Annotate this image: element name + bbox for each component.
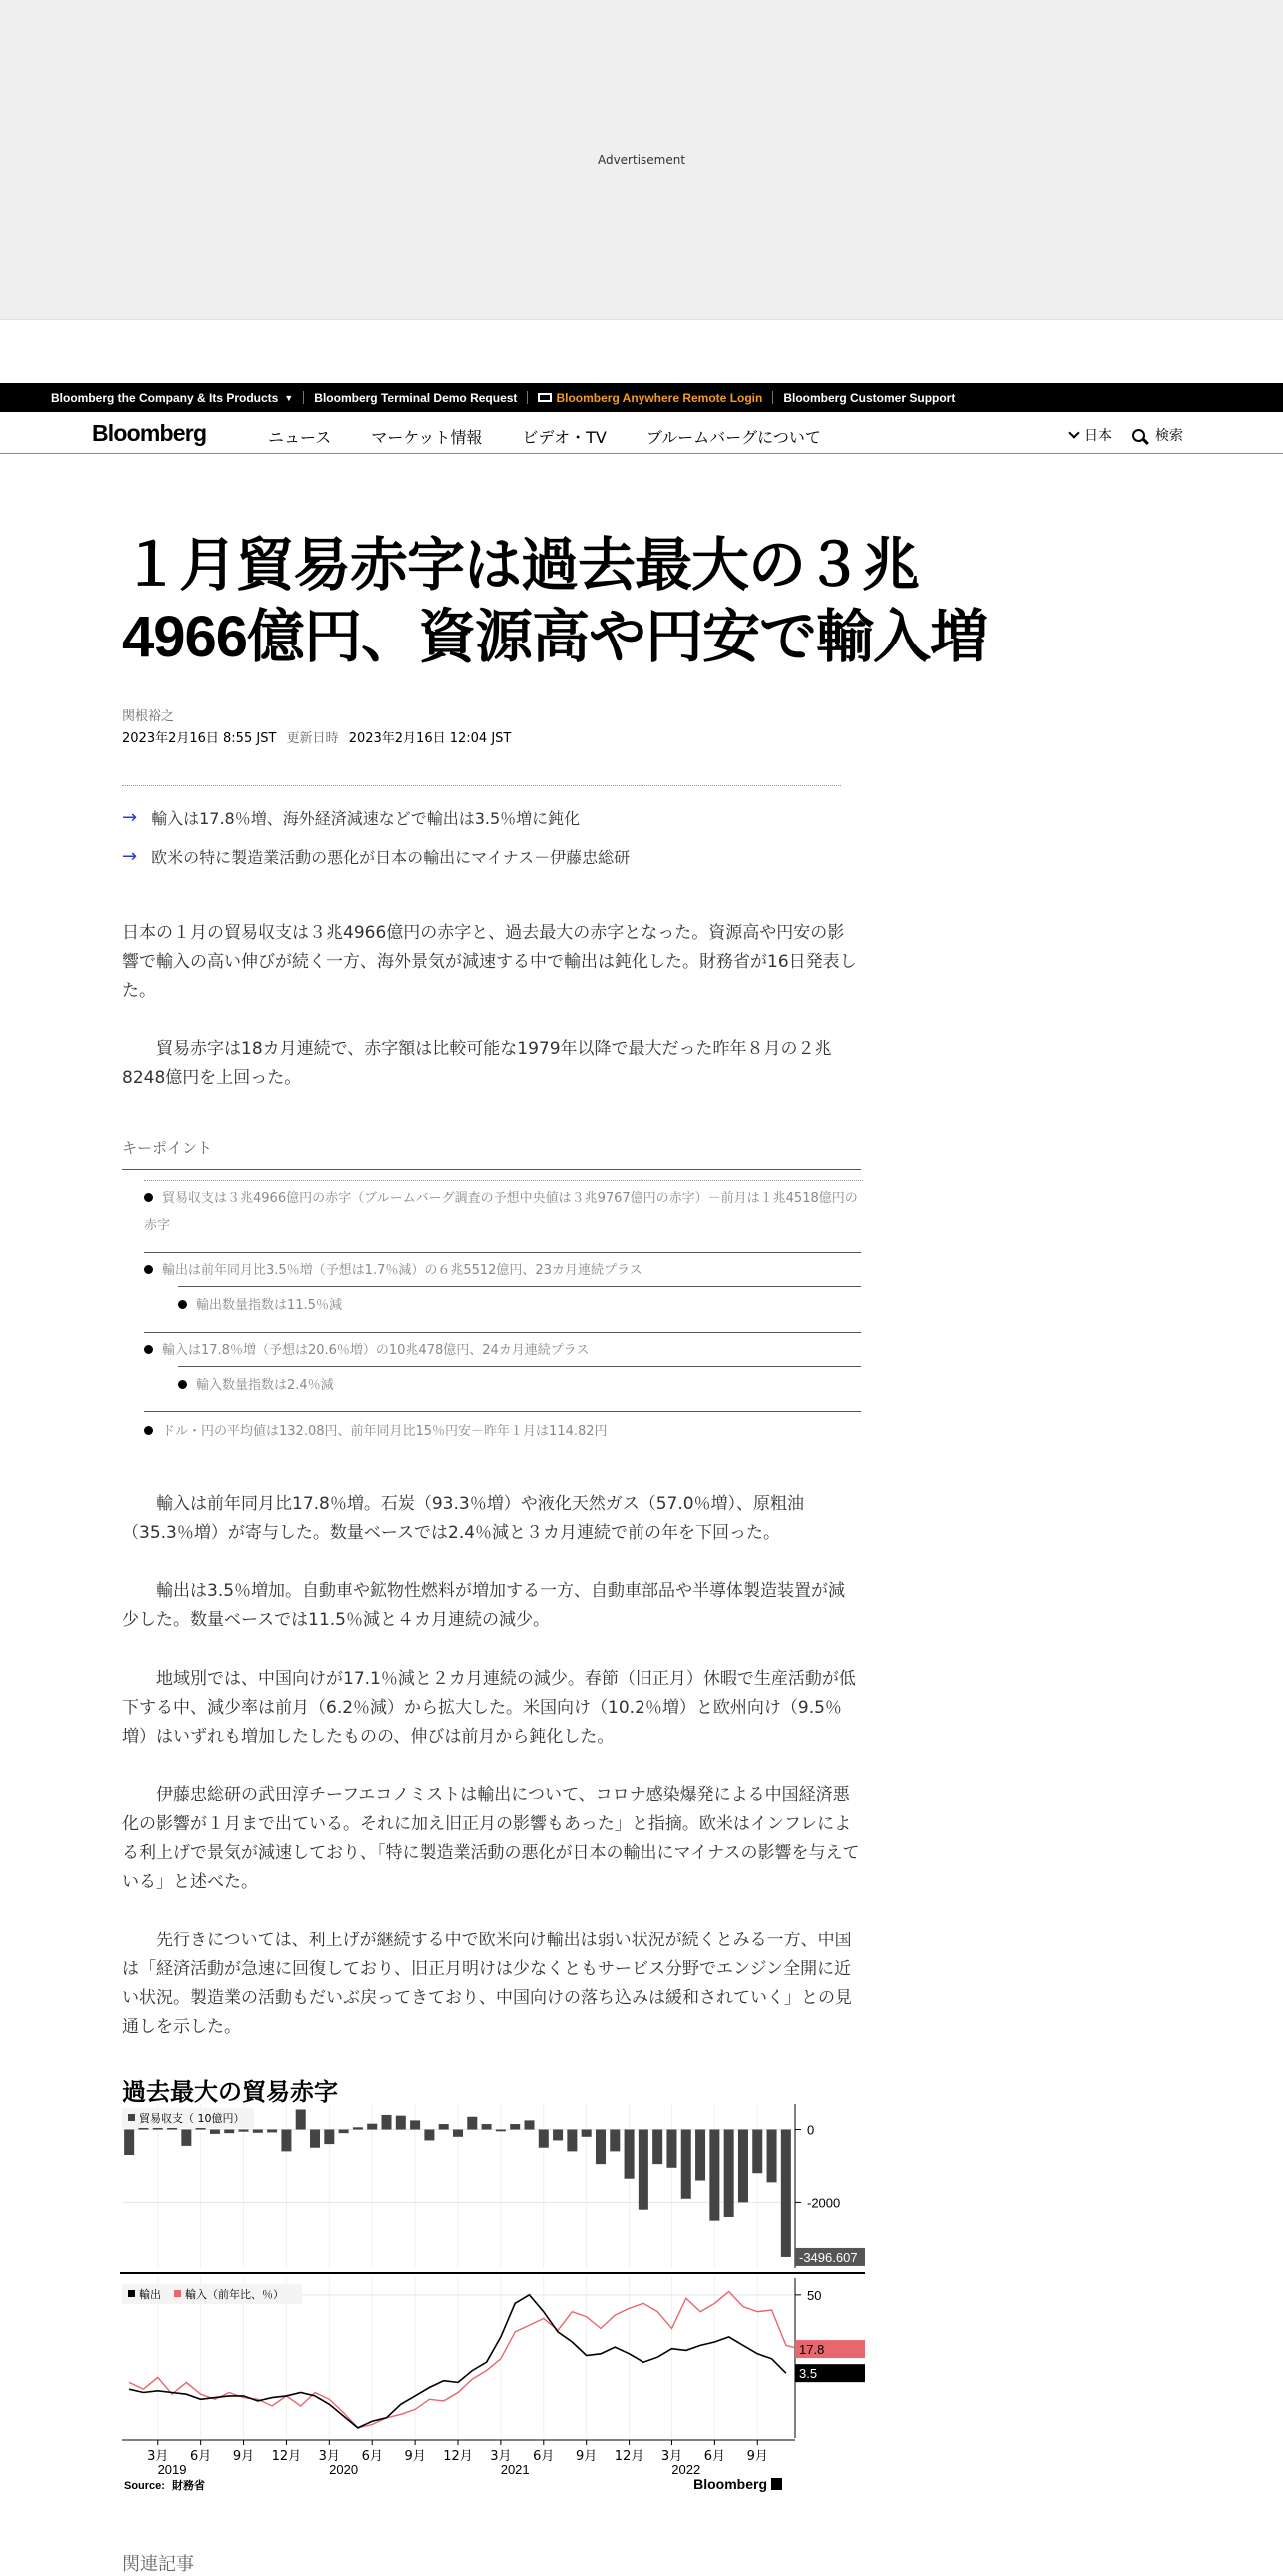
nav-link-video-tv[interactable]: ビデオ・TV — [522, 428, 607, 447]
trade-balance-bar — [324, 2130, 334, 2145]
trade-balance-bar — [267, 2130, 277, 2133]
advertisement-banner — [0, 0, 1283, 320]
trade-balance-bar — [482, 2124, 492, 2129]
trade-balance-bar — [310, 2130, 320, 2148]
article-paragraph: 日本の１月の貿易収支は３兆4966億円の赤字と、過去最大の赤字となった。資源高や円安の影響で輸入の高い伸びが続く一方、海外景気が減速する中で輸出は鈍化した。財務省が16日発表した。 — [122, 923, 857, 1001]
keypoint-item — [144, 1185, 861, 1239]
bullet-icon — [144, 1193, 153, 1202]
trade-balance-bar — [738, 2130, 748, 2203]
keypoint-subitem — [178, 1292, 342, 1319]
summary-text: 欧米の特に製造業活動の悪化が日本の輸出にマイナス－伊藤忠総研 — [151, 848, 631, 867]
article-title-line-1: １月貿易赤字は過去最大の３兆 — [122, 533, 920, 598]
summary-divider — [122, 785, 841, 786]
trade-balance-bar — [253, 2130, 263, 2133]
exports-last-label: 3.5 — [799, 2366, 818, 2382]
summary-text: 輸入は17.8％増、海外経済減速などで輸出は3.5％増に鈍化 — [151, 809, 581, 828]
trade-balance-bar — [752, 2130, 762, 2174]
x-tick-label: 3月 — [318, 2449, 340, 2464]
article-dates — [122, 727, 511, 746]
article-paragraph: 地域別では、中国向けが17.1％減と２カ月連続の減少。春節（旧正月）休暇で生産活動が低下する中、減少率は前月（6.2％減）から拡大した。米国向け（10.2％増）と欧州向け（9.5％増）はいずれも増加したしたものの、伸びは前月から鈍化した。 — [122, 1669, 856, 1747]
company-products-menu[interactable] — [41, 391, 303, 405]
source-label: Source: — [124, 2480, 165, 2492]
y-tick-label: 50 — [807, 2287, 822, 2303]
trade-balance-bar — [724, 2130, 734, 2217]
main-navigation — [0, 412, 1283, 454]
bloomberg-mark-icon — [771, 2478, 782, 2490]
x-tick-label: 6月 — [361, 2449, 383, 2464]
trade-balance-bar — [781, 2130, 791, 2257]
trade-balance-bar — [424, 2130, 434, 2141]
anywhere-login-label: Bloomberg Anywhere Remote Login — [556, 390, 763, 405]
trade-balance-bar — [666, 2130, 676, 2168]
language-selector[interactable] — [1070, 425, 1112, 445]
trade-balance-bar — [124, 2130, 134, 2156]
trade-balance-bar — [382, 2115, 392, 2130]
trade-balance-bar — [625, 2130, 635, 2179]
keypoint-item — [144, 1418, 608, 1445]
trade-balance-bar — [396, 2116, 406, 2130]
keypoints-list — [122, 1169, 861, 1439]
nav-link-markets[interactable]: マーケット情報 — [371, 428, 483, 447]
trade-balance-bar — [224, 2130, 234, 2134]
nav-link-news[interactable]: ニュース — [268, 428, 332, 447]
article-paragraph: 輸出は3.5％増加。自動車や鉱物性燃料が増加する一方、自動車部品や半導体製造装置が減少した。数量ベースでは11.5％減と４カ月連続の減少。 — [122, 1581, 846, 1630]
x-tick-label: 6月 — [533, 2449, 555, 2464]
legend-label: 貿易収支（ 10億円） — [139, 2112, 245, 2125]
trade-balance-bar — [652, 2130, 662, 2165]
trade-balance-bar — [695, 2130, 705, 2181]
company-products-label: Bloomberg the Company & Its Products — [51, 390, 279, 405]
monitor-icon — [538, 393, 552, 402]
source-value: 財務省 — [172, 2479, 205, 2492]
trade-balance-bar — [553, 2130, 563, 2141]
bullet-icon — [178, 1380, 187, 1389]
article-paragraph: 伊藤忠総研の武田淳チーフエコノミストは輸出について、コロナ感染爆発による中国経済悪化の影響が１月まで出ている。それに加え旧正月の影響もあった」と指摘。欧米はインフレによる利上げで景気が減速しており、「特に製造業活動の悪化が日本の輸出にマイナスの影響を与えている」と述べた。 — [122, 1785, 860, 1892]
related-articles-heading: 関連記事 — [122, 2554, 194, 2575]
nav-link-about[interactable]: ブルームバーグについて — [645, 428, 821, 447]
trade-balance-bar — [510, 2124, 520, 2129]
legend-label: 輸出 — [139, 2288, 161, 2301]
caret-down-icon: ▼ — [284, 392, 294, 403]
bullet-icon — [144, 1345, 153, 1354]
imports-line — [129, 2292, 800, 2428]
y-tick-label: 0 — [807, 2122, 815, 2138]
keypoint-item — [144, 1337, 589, 1364]
trade-balance-bar — [681, 2130, 691, 2199]
trade-balance-chart — [120, 2104, 865, 2494]
summary-item — [122, 845, 841, 868]
summary-item — [122, 806, 841, 829]
legend-swatch — [174, 2290, 181, 2297]
advertisement-label: Advertisement — [597, 153, 686, 167]
trade-balance-bar — [296, 2109, 306, 2129]
trade-balance-bar — [639, 2130, 648, 2210]
trade-balance-bar — [567, 2130, 577, 2152]
keypoint-text: 輸出数量指数は11.5％減 — [196, 1298, 342, 1313]
article-title-line-2: 4966億円、資源高や円安で輸入増 — [122, 605, 988, 669]
trade-balance-bar — [353, 2127, 363, 2129]
trade-balance-bar — [210, 2130, 220, 2134]
trade-balance-bar — [709, 2130, 719, 2221]
search-icon — [1132, 429, 1145, 442]
nav-links — [268, 425, 861, 448]
x-tick-label: 6月 — [189, 2449, 212, 2464]
search-button[interactable] — [1132, 425, 1183, 445]
terminal-demo-label: Bloomberg Terminal Demo Request — [314, 390, 518, 405]
x-year-label: 2021 — [500, 2462, 530, 2477]
trade-balance-bar — [539, 2130, 549, 2148]
x-year-label: 2020 — [329, 2462, 359, 2477]
trade-balance-bar — [524, 2120, 534, 2129]
trade-balance-bar — [339, 2130, 349, 2134]
bullet-icon — [144, 1265, 153, 1274]
y-tick-label: -2000 — [807, 2195, 841, 2211]
x-tick-label: 3月 — [490, 2449, 512, 2464]
article-title — [122, 530, 1101, 673]
trade-balance-bar — [239, 2130, 249, 2132]
keypoint-text: ドル・円の平均値は132.08円、前年同月比15％円安－昨年１月は114.82円 — [162, 1424, 608, 1439]
search-label: 検索 — [1155, 428, 1183, 444]
published-date: 2023年2月16日 8:55 JST — [122, 731, 277, 746]
keypoint-item — [144, 1257, 861, 1284]
x-tick-label: 3月 — [660, 2449, 683, 2464]
chart-title: 過去最大の貿易赤字 — [122, 2079, 338, 2106]
updated-label: 更新日時 — [286, 731, 339, 746]
x-tick-label: 9月 — [746, 2449, 768, 2464]
article-paragraph: 貿易赤字は18カ月連続で、赤字額は比較可能な1979年以降で最大だった昨年８月の２兆8248億円を上回った。 — [122, 1039, 832, 1088]
article-header — [122, 530, 988, 673]
language-label: 日本 — [1084, 428, 1112, 444]
article-paragraph: 輸入は前年同月比17.8％増。石炭（93.3％増）や液化天然ガス（57.0％増）、原粗油（35.3％増）が寄与した。数量ベースでは2.4％減と３カ月連続で前の年を下回った。 — [122, 1494, 805, 1543]
arrow-right-icon: → — [122, 846, 138, 867]
trade-balance-bar — [467, 2117, 477, 2130]
trade-balance-bar — [410, 2120, 420, 2129]
x-tick-label: 12月 — [271, 2449, 302, 2464]
keypoints-title: キーポイント — [122, 1139, 213, 1157]
trade-balance-bar — [367, 2124, 377, 2130]
terminal-demo-link[interactable] — [304, 391, 527, 405]
keypoint-text: 輸入は17.8％増（予想は20.6％増）の10兆478億円、24カ月連続プラス — [162, 1343, 590, 1358]
author-byline[interactable]: 関根裕之 — [122, 709, 175, 724]
trade-balance-bar — [596, 2130, 606, 2165]
bullet-icon — [178, 1300, 187, 1309]
x-tick-label: 12月 — [614, 2449, 644, 2464]
bloomberg-brand: Bloomberg — [693, 2476, 767, 2492]
bloomberg-logo[interactable]: Bloomberg — [92, 420, 207, 446]
x-tick-label: 9月 — [232, 2449, 255, 2464]
x-tick-label: 6月 — [703, 2449, 726, 2464]
keypoint-subitem — [178, 1372, 334, 1399]
customer-support-link[interactable] — [773, 391, 965, 405]
imports-last-label: 17.8 — [799, 2342, 825, 2358]
anywhere-login-link[interactable] — [528, 391, 772, 405]
trade-balance-bar — [181, 2130, 191, 2146]
keypoint-text: 輸出は前年同月比3.5％増（予想は1.7％減）の６兆5512億円、23カ月連続プラス — [162, 1263, 642, 1278]
trade-balance-bar — [453, 2130, 463, 2137]
updated-date: 2023年2月16日 12:04 JST — [348, 731, 512, 746]
chevron-down-icon — [1068, 427, 1079, 438]
x-year-label: 2019 — [157, 2462, 187, 2477]
x-tick-label: 9月 — [404, 2449, 426, 2464]
keypoint-text: 貿易収支は３兆4966億円の赤字（ブルームバーグ調査の予想中央値は３兆9767億円の赤字）－前月は１兆4518億円の赤字 — [144, 1191, 858, 1233]
company-topbar — [0, 383, 1283, 412]
bullet-icon — [144, 1426, 153, 1435]
x-tick-label: 12月 — [443, 2449, 473, 2464]
trade-balance-bar — [281, 2130, 291, 2152]
customer-support-label: Bloomberg Customer Support — [783, 390, 956, 405]
legend-swatch — [128, 2114, 135, 2121]
article-paragraph: 先行きについては、利上げが継続する中で欧米向け輸出は弱い状況が続くとみる一方、中国は「経済活動が急速に回復しており、旧正月明けは少なくともサービス分野でエンジン全開に近い状況。製造業の活動もだいぶ戻ってきており、中国向けの落ち込みは緩和されていく」との見通しを示した。 — [122, 1931, 852, 2037]
arrow-right-icon: → — [122, 807, 138, 828]
x-tick-label: 3月 — [147, 2449, 169, 2464]
trade-balance-bar — [582, 2130, 592, 2137]
trade-balance-bar — [767, 2130, 777, 2183]
x-year-label: 2022 — [671, 2462, 701, 2477]
trade-balance-bar — [610, 2130, 620, 2152]
x-tick-label: 9月 — [576, 2449, 598, 2464]
last-value-label: -3496.607 — [799, 2249, 858, 2265]
trade-balance-bar — [439, 2124, 449, 2129]
keypoint-text: 輸入数量指数は2.4％減 — [196, 1378, 334, 1393]
legend-swatch — [128, 2290, 135, 2297]
trade-balance-bar — [496, 2130, 506, 2132]
nav-right — [1070, 425, 1183, 445]
legend-label: 輸入（前年比、％） — [185, 2288, 284, 2301]
